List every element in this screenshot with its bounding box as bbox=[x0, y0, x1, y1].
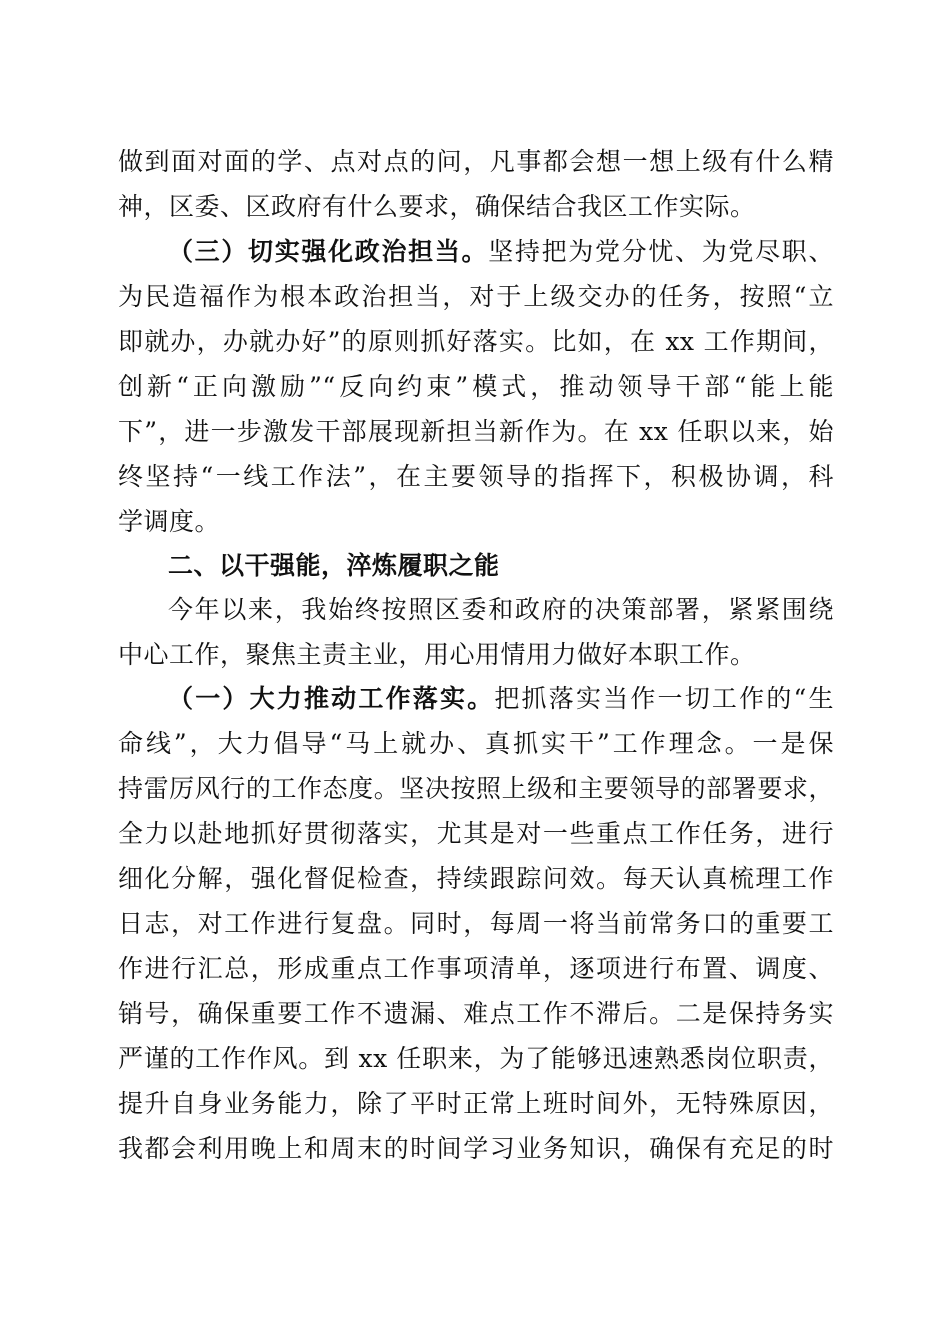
text-line: 提升自身业务能力，除了平时正常上班时间外，无特殊原因， bbox=[118, 1089, 834, 1118]
text-line: 全力以赴地抓好贯彻落实，尤其是对一些重点工作任务，进行 bbox=[118, 819, 834, 848]
text-line: 学调度。 bbox=[118, 507, 221, 536]
section-three-line bbox=[168, 231, 834, 273]
text-line: 创新“正向激励”“反向约束”模式，推动领导干部“能上能 bbox=[118, 372, 834, 401]
text-line: 作进行汇总，形成重点工作事项清单，逐项进行布置、调度、 bbox=[118, 954, 834, 983]
text-line: 下”，进一步激发干部展现新担当新作为。在 xx 任职以来，始 bbox=[118, 417, 834, 446]
section-one-line bbox=[168, 678, 834, 720]
text-line: 为民造福作为根本政治担当，对于上级交办的任务，按照“立 bbox=[118, 282, 834, 311]
text-line: 今年以来，我始终按照区委和政府的决策部署，紧紧围绕 bbox=[168, 595, 834, 624]
section-three-text: 坚持把为党分忧、为党尽职、 bbox=[488, 237, 834, 266]
part-two-heading: 二、以干强能，淬炼履职之能 bbox=[168, 551, 500, 580]
text-line: 销号，确保重要工作不遗漏、难点工作不滞后。二是保持务实 bbox=[118, 999, 834, 1028]
text-line: 日志，对工作进行复盘。同时，每周一将当前常务口的重要工 bbox=[118, 909, 834, 938]
text-line: 严谨的工作作风。到 xx 任职来，为了能够迅速熟悉岗位职责， bbox=[118, 1044, 834, 1073]
text-line: 做到面对面的学、点对点的问，凡事都会想一想上级有什么精 bbox=[118, 147, 834, 176]
text-line: 终坚持“一线工作法”，在主要领导的指挥下，积极协调，科 bbox=[118, 462, 834, 491]
text-line: 中心工作，聚焦主责主业，用心用情用力做好本职工作。 bbox=[118, 640, 756, 669]
text-line: 即就办，办就办好”的原则抓好落实。比如，在 xx 工作期间， bbox=[118, 327, 834, 356]
text-line: 我都会利用晚上和周末的时间学习业务知识，确保有充足的时 bbox=[118, 1134, 834, 1163]
section-one-text: 把抓落实当作一切工作的“生 bbox=[494, 684, 834, 713]
text-line: 细化分解，强化督促检查，持续跟踪问效。每天认真梳理工作 bbox=[118, 864, 834, 893]
text-line: 命线”，大力倡导“马上就办、真抓实干”工作理念。一是保 bbox=[118, 729, 834, 758]
section-one-heading: （一）大力推动工作落实。 bbox=[168, 684, 495, 713]
text-line: 神，区委、区政府有什么要求，确保结合我区工作实际。 bbox=[118, 192, 756, 221]
text-line: 持雷厉风行的工作态度。坚决按照上级和主要领导的部署要求， bbox=[118, 774, 834, 803]
section-three-heading: （三）切实强化政治担当。 bbox=[168, 237, 489, 266]
